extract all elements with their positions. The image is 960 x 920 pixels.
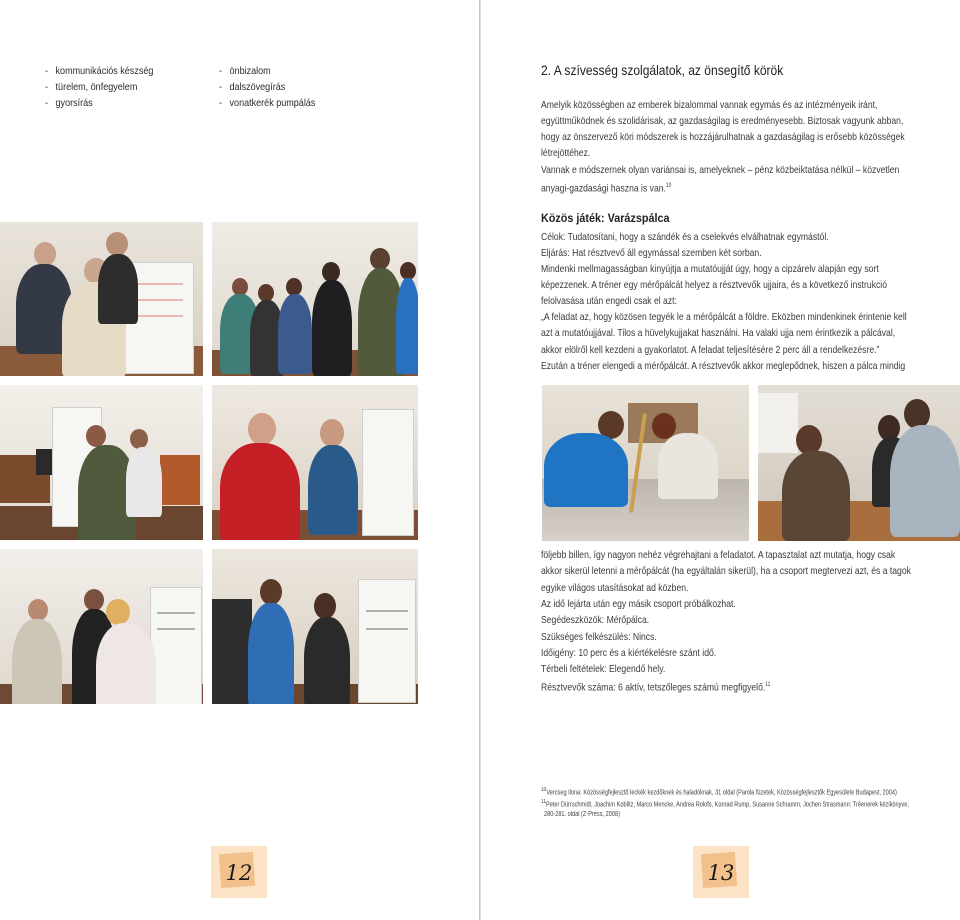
game-line: Ezután a tréner elengedi a mérőpálcát. A résztvevők akkor meglepődnek, hiszen a pálca mindig — [541, 360, 906, 372]
intro-line-text: anyagi-gazdasági haszna is van. — [541, 182, 666, 195]
footnote — [544, 809, 620, 820]
after-line: Időigény: 10 perc és a kiértékelésre szánt idő. — [541, 647, 717, 659]
game-line: felolvasása után engedi csak el azt: — [541, 295, 677, 307]
intro-line: hogy az önszervező köri módszerek is hozzájárulhatnak a gazdaságilag is erősebb közösségek — [541, 131, 905, 143]
skills-list-1 — [45, 63, 153, 111]
footnote-text: Vercseg Ilona: Közösségfejlesztő leckék kezdőknek és haladóknak, 31 oldal (Parola füzetek, Közösségfejlesztők Egyesülete Budapest, 2004) — [546, 789, 897, 797]
list-item: - önbizalom — [219, 63, 315, 79]
game-title: Közös játék: Varázspálca — [541, 211, 670, 225]
photo-group-at-flipchart — [0, 222, 203, 376]
photo-kneeling-group — [758, 385, 960, 541]
after-line: akkor sikerül letenni a mérőpálcát (ha egyáltalán sikerül), ha a csoport megtervezi azt, és a tagok — [541, 565, 911, 577]
photo-group-circle — [212, 222, 418, 376]
footnote-ref: 10 — [665, 183, 672, 189]
after-line: Szükséges felkészülés: Nincs. — [541, 631, 657, 643]
footnote-text: Peter Dürrschmidt, Joachim Koblitz, Marco Mencke, Andrea Rolofs, Konrad Rump, Susanne Schramm, Jochen Strasmann: Tréenerek kézikönyve, — [545, 801, 909, 809]
photo-youths-writing — [212, 549, 418, 704]
photo-man-writing — [0, 385, 203, 540]
photo-girls-at-flipchart — [0, 549, 203, 704]
game-line: képezzenek. A tréner egy mérőpálcát helyez a résztvevők ujjaira, és a következő instrukció — [541, 279, 888, 291]
footnote-ref: 11 — [765, 682, 771, 688]
game-line: „A feladat az, hogy közösen tegyék le a mérőpálcát a földre. Eközben mindenkinek érintenie kell — [541, 311, 907, 323]
footnote-number: 11 — [541, 799, 546, 805]
intro-line: Amelyik közösségben az emberek bizalommal vannak egymás és az intézményeik iránt, — [541, 99, 878, 111]
intro-line-last — [541, 178, 671, 197]
footnote-number: 10 — [541, 787, 547, 793]
after-line: Az idő lejárta után egy másik csoport próbálkozhat. — [541, 598, 736, 610]
after-line: Térbeli feltételek: Elegendő hely. — [541, 663, 666, 675]
section-title: 2. A szívesség szolgálatok, az önsegítő körök — [541, 62, 784, 78]
intro-line: létrejöttéhez. — [541, 147, 591, 159]
after-line-last — [541, 677, 770, 696]
game-line: Eljárás: Hat résztvevő áll egymással szemben két sorban. — [541, 247, 762, 259]
list-item: - gyorsírás — [45, 95, 153, 111]
skills-list-2 — [219, 63, 315, 111]
photo-lowering-stick — [542, 385, 749, 541]
photo-boys-writing — [212, 385, 418, 540]
list-item: - dalszövegírás — [219, 79, 315, 95]
intro-line: Vannak e módszernek olyan variánsai is, amelyeknek – pénz közbeiktatása nélkül – közvetlen — [541, 164, 900, 176]
after-line: Segédeszközök: Mérőpálca. — [541, 614, 650, 626]
after-line: egyike világos utasításokat ad közben. — [541, 582, 689, 594]
game-line: Célok: Tudatosítani, hogy a szándék és a cselekvés elválhatnak egymástól. — [541, 231, 829, 243]
page-number-left: 12 — [211, 846, 267, 898]
list-item: - vonatkerék pumpálás — [219, 95, 315, 111]
page-number-right: 13 — [693, 846, 749, 898]
game-line: azt a mutatóujjával. Tilos a hüvelykujjakat használni. Ha valaki ujja nem érintkezik a pálcával, — [541, 327, 896, 339]
footnote-text: 280-281. oldal (Z-Press, 2008) — [544, 811, 620, 818]
list-item: - türelem, önfegyelem — [45, 79, 153, 95]
intro-line: együttműködnek és szolidárisak, az gazdaságilag is eredményesebb. Biztosak vagyunk abban, — [541, 115, 904, 127]
game-line: Mindenki mellmagasságban kinyújtja a mutatóujját úgy, hogy a cipzárelv alapján egy sort — [541, 263, 879, 275]
list-item: - kommunikációs készség — [45, 63, 153, 79]
game-line: akkor elölről kell kezdeni a gyakorlatot. A feladat teljesítésére 2 perc áll a rendelkezésre.” — [541, 344, 880, 356]
after-line-text: Résztvevők száma: 6 aktív, tetszőleges számú megfigyelő. — [541, 681, 766, 694]
after-line: följebb billen, így nagyon nehéz végrehajtani a feladatot. A tapasztalat azt mutatja, hogy csak — [541, 549, 896, 561]
